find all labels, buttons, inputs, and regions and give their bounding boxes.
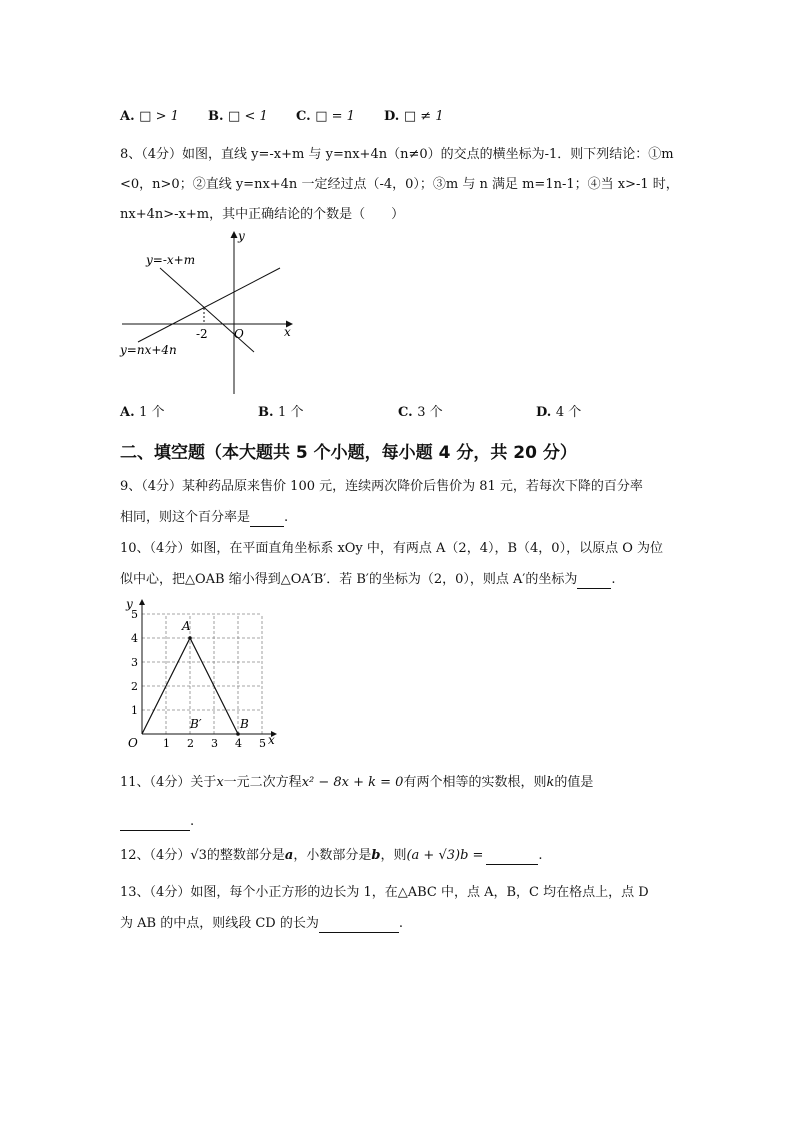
q7-option-a: [120, 108, 179, 126]
q9-line-1: 9、（4分）某种药品原来售价 100 元，连续两次降价后售价为 81 元，若每次下降的百分率: [120, 479, 643, 494]
option-letter: C.: [296, 109, 311, 124]
q11-part2: 一元二次方程: [223, 775, 302, 790]
option-letter: D.: [536, 405, 552, 420]
q11-answer-line: [120, 812, 194, 831]
x-axis-label: x: [268, 733, 275, 747]
option-text: □ ≠ 1: [403, 109, 444, 124]
y-tick-label: 4: [131, 632, 138, 645]
sqrt-expr: √3: [190, 848, 207, 863]
origin-label: O: [234, 327, 244, 341]
x-tick-label: 5: [259, 737, 266, 750]
q12-part1: 12、（4分）: [120, 848, 191, 863]
x-tick-label: 1: [163, 737, 170, 750]
option-letter: D.: [384, 109, 400, 124]
q11-line: [120, 774, 593, 792]
label-line-2: y=nx+4n: [120, 343, 177, 357]
q8-line-1: 8、（4分）如图，直线 y=-x+m 与 y=nx+4n（n≠0）的交点的横坐标为-1．则下列结论：①m: [120, 147, 674, 162]
point-a-label: A: [182, 619, 191, 633]
var-x: x: [216, 775, 224, 790]
q12-line: [120, 846, 543, 865]
option-text: 1 个: [139, 405, 165, 420]
end-punct: .: [284, 510, 289, 525]
origin-label: O: [128, 736, 138, 750]
q12-part3: ，小数部分是: [293, 848, 372, 863]
y-axis-label: y: [238, 229, 245, 243]
y-tick-label: 2: [131, 680, 138, 693]
label-line-1: y=-x+m: [146, 253, 196, 267]
q8-graph: [112, 226, 302, 398]
x-axis-label: x: [284, 325, 291, 339]
section-2-heading: 二、填空题（本大题共 5 个小题，每小题 4 分，共 20 分）: [120, 443, 577, 463]
var-k: k: [546, 775, 555, 790]
q7-option-d: [384, 108, 444, 126]
option-text: □ > 1: [139, 109, 179, 124]
option-letter: A.: [120, 405, 135, 420]
q11-part1: 11、（4分）关于: [120, 775, 217, 790]
option-text: 1 个: [278, 405, 304, 420]
option-text: □ < 1: [228, 109, 268, 124]
q10-text: 似中心，把△OAB 缩小得到△OA′B′．若 B′的坐标为（2，0），则点 A′的坐标为: [120, 572, 578, 587]
q9-text: 相同，则这个百分率是: [120, 510, 251, 525]
option-letter: B.: [258, 405, 274, 420]
equation: x² − 8x + k = 0: [301, 775, 404, 790]
y-axis-label: y: [126, 597, 133, 611]
answer-blank[interactable]: [250, 508, 284, 527]
q7-option-b: [208, 108, 268, 126]
answer-blank[interactable]: [486, 846, 538, 865]
y-tick-label: 5: [131, 608, 138, 621]
end-punct: .: [398, 916, 403, 931]
tick-label: -2: [196, 327, 208, 341]
y-tick-label: 3: [131, 656, 138, 669]
option-text: 4 个: [555, 405, 582, 420]
point-b-prime-label: B′: [190, 717, 202, 731]
x-tick-label: 4: [235, 737, 242, 750]
expression: (a + √3)b =: [406, 848, 484, 863]
q10-graph: [118, 594, 288, 754]
q10-line-2: [120, 570, 616, 589]
option-text: □ = 1: [315, 109, 355, 124]
dashed-grid: [142, 614, 262, 734]
q11-part3: 有两个相等的实数根，则: [403, 775, 547, 790]
q12-part4: ，则: [380, 848, 407, 863]
option-letter: B.: [208, 109, 224, 124]
var-b: b: [371, 848, 381, 863]
point-b-dot: [236, 732, 240, 736]
option-text: 3 个: [417, 405, 443, 420]
q8-line-3: nx+4n>-x+m，其中正确结论的个数是（ ）: [120, 207, 405, 222]
answer-blank[interactable]: [577, 570, 611, 589]
q13-line-2: [120, 914, 403, 933]
q8-option-d: [536, 404, 581, 422]
answer-blank[interactable]: [120, 812, 190, 831]
q8-option-b: [258, 404, 303, 422]
option-letter: C.: [398, 405, 413, 420]
q12-part2: 的整数部分是: [206, 848, 285, 863]
end-punct: .: [190, 814, 195, 829]
x-tick-label: 2: [187, 737, 194, 750]
q8-line-2: <0，n>0；②直线 y=nx+4n 一定经过点（-4，0）；③m 与 n 满足 m=1n-1；④当 x>-1 时，: [120, 177, 679, 192]
q8-option-c: [398, 404, 443, 422]
q13-line-1: 13、（4分）如图，每个小正方形的边长为 1，在△ABC 中，点 A，B，C 均在格点上，点 D: [120, 885, 649, 900]
option-letter: A.: [120, 109, 135, 124]
point-b-label: B: [240, 717, 249, 731]
answer-blank[interactable]: [319, 914, 399, 933]
y-tick-label: 1: [131, 704, 138, 717]
x-tick-label: 3: [211, 737, 218, 750]
q13-text: 为 AB 的中点，则线段 CD 的长为: [120, 916, 319, 931]
var-a: a: [284, 848, 294, 863]
end-punct: .: [611, 572, 616, 587]
line-y-nx-plus-4n: [138, 268, 280, 342]
q10-line-1: 10、（4分）如图，在平面直角坐标系 xOy 中，有两点 A（2，4），B（4，0），以原点 O 为位: [120, 541, 663, 556]
q7-option-c: [296, 108, 355, 126]
point-a-dot: [188, 636, 192, 640]
q11-part4: 的值是: [554, 775, 594, 790]
q8-option-a: [120, 404, 165, 422]
q9-line-2: [120, 508, 288, 527]
end-punct: .: [538, 848, 543, 863]
